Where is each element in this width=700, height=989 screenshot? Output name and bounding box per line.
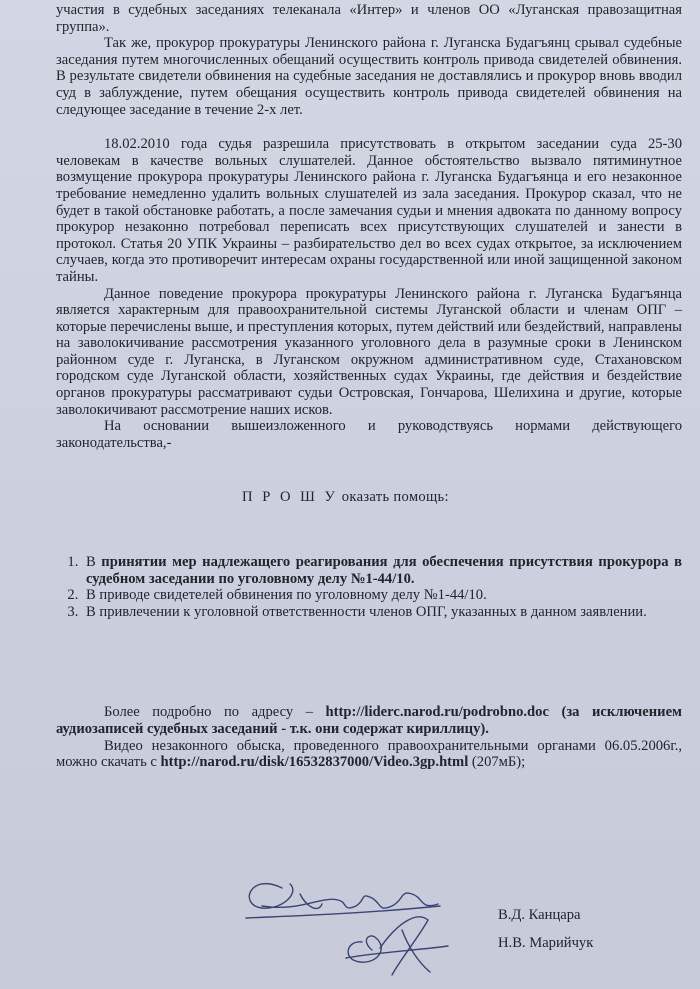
list-item: 2. В приводе свидетелей обвинения по уголовному делу №1-44/10.	[82, 587, 682, 604]
item-bold-text: принятии мер надлежащего реагирования для обеспечения присутствия прокурора в судебном заседании по уголовному делу №1-44/10.	[86, 554, 682, 587]
video-link[interactable]: http://narod.ru/disk/16532837000/Video.3gp.html	[160, 754, 469, 771]
video-size: (207мБ);	[471, 754, 526, 771]
request-rest: оказать помощь:	[341, 489, 449, 506]
request-list	[56, 554, 682, 620]
doc-link[interactable]: http://liderc.narod.ru/podrobno.doc	[325, 704, 549, 721]
video-paragraph	[56, 738, 682, 771]
request-word: П Р О Ш У	[242, 489, 338, 506]
list-item: 3. В привлечении к уголовной ответственности членов ОПГ, указанных в данном заявлении.	[82, 604, 682, 621]
more-prefix: Более подробно по адресу –	[104, 704, 313, 721]
more-info-paragraph	[56, 704, 682, 737]
paragraph-3: Данное поведение прокурора прокуратуры Ленинского района г. Луганска Будагъянца является характерным для правоохранительной системы Луганской области и членам ОПГ – которые перечислены выше, и преступления которых, путем действий или бездействий, направлены на заволокичивание рассмотрения указанного уголовного дела в разумные сроки в Ленинском районном суде г. Луганска, в Луганском окружном административном суде, Стахановском городском суде Луганской области, хозяйственных судах Украины, где действия и бездействие органов прокуратуры рассматривают судьи Островская, Гончарова, Шелихина и другие, которые заволокичивают рассмотрение наших исков.	[56, 285, 682, 418]
paragraph-1: Так же, прокурор прокуратуры Ленинского района г. Луганска Будагъянц срывал судебные заседания путем многочисленных обещаний осуществить контроль привода свидетелей обвинения. В результате свидетели обвинения на судебные заседания не доставлялись и прокурор вновь вводил суд в заблуждение, путем обещания осуществить контроль привода свидетелей обвинения на следующее заседание в течение 2-х лет.	[56, 35, 682, 118]
more-bold-rest: (за исключением аудиозаписей судебных заседаний - т.к. они содержат кириллицу).	[56, 704, 682, 737]
video-text: Видео незаконного обыска, проведенного правоохранительными органами 06.05.2006г., можно скачать с	[56, 737, 682, 771]
item-prefix: В	[86, 554, 96, 571]
request-line	[56, 489, 682, 506]
paragraph-4: На основании вышеизложенного и руководствуясь нормами действующего законодательства,-	[56, 418, 682, 451]
paragraph-0: участия в судебных заседаниях телеканала «Интер» и членов ОО «Луганская правозащитная группа».	[56, 2, 682, 35]
signer-1: В.Д. Канцара	[498, 907, 581, 923]
list-item	[82, 554, 682, 587]
paragraph-2: 18.02.2010 года судья разрешила присутствовать в открытом заседании суда 25-30 человекам в качестве вольных слушателей. Данное обстоятельство вызвало пятиминутное возмущение прокурора прокуратуры Ленинского района г. Луганска Будагъянца и его незаконное требование немедленно удалить вольных слушателей из зала заседания. Прокурор сказал, что не будет в такой обстановке работать, а после замечания судьи и мнения адвоката по данному вопросу прокурор незаконно потребовал переписать всех присутствующих слушателей и занести в протокол. Статья 20 УПК Украины – разбирательство дел во всех судах открытое, за исключением случаев, когда это противоречит интересам охраны государственной или иной защищенной законом тайны.	[56, 136, 682, 285]
signer-2: Н.В. Марийчук	[498, 935, 594, 951]
